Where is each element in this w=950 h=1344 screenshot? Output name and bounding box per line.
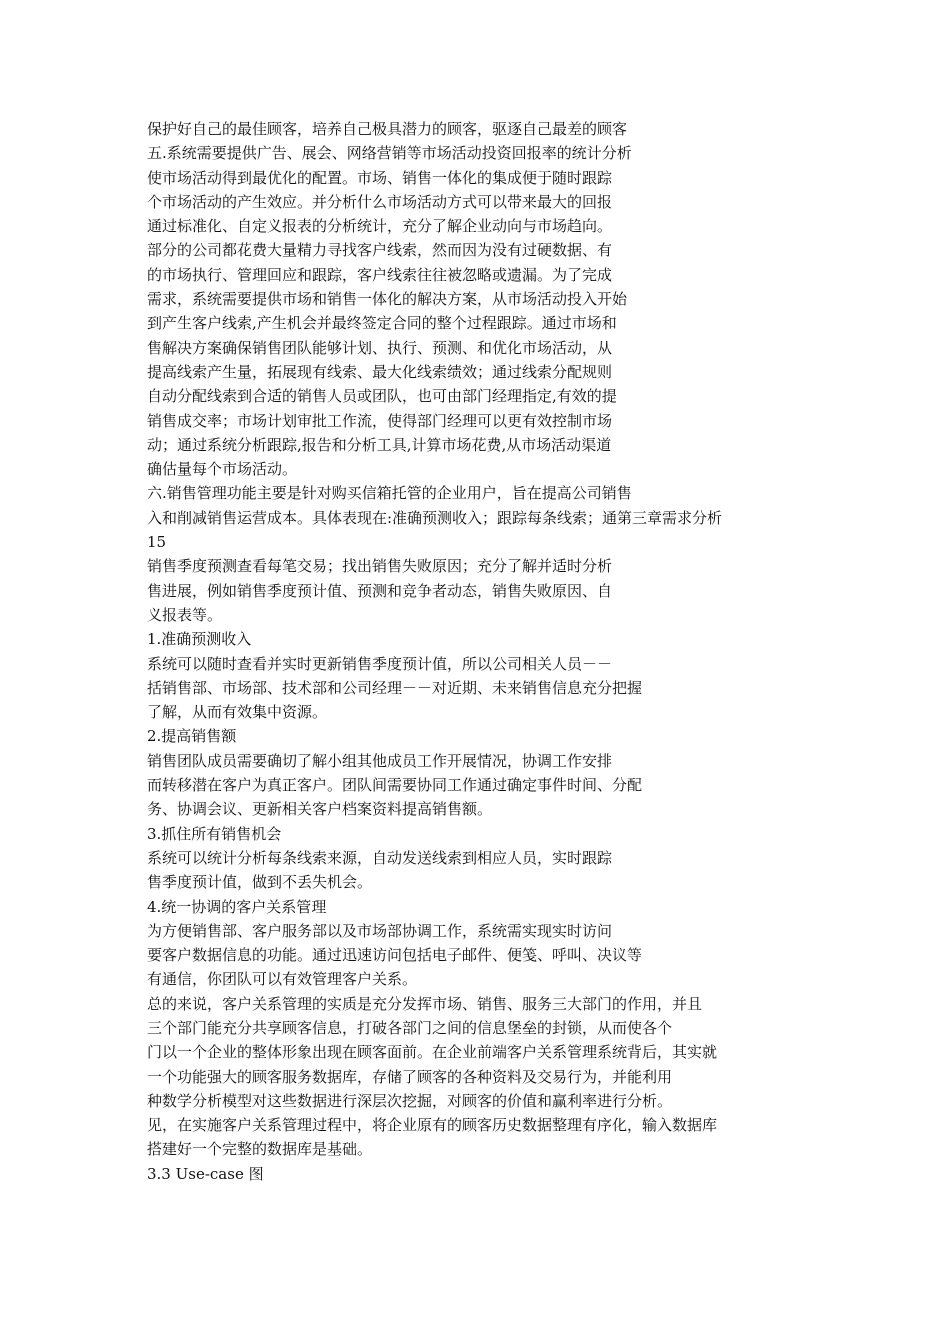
text-line: 种数学分析模型对这些数据进行深层次挖掘，对顾客的价值和赢利率进行分析。: [147, 1091, 673, 1110]
text-line: 系统可以统计分析每条线索来源，自动发送线索到相应人员，实时跟踪: [147, 848, 613, 867]
text-line: 六.销售管理功能主要是针对购买信箱托管的企业用户，旨在提高公司销售: [147, 484, 632, 503]
text-line: 为方便销售部、客户服务部以及市场部协调工作，系统需实现实时访问: [147, 921, 613, 940]
text-line: 自动分配线索到合适的销售人员或团队，也可由部门经理指定,有效的提: [147, 387, 617, 406]
text-line: 搭建好一个完整的数据库是基础。: [147, 1140, 373, 1159]
text-line: 见，在实施客户关系管理过程中，将企业原有的顾客历史数据整理有序化，输入数据库: [147, 1116, 718, 1135]
text-line: 的市场执行、管理回应和跟踪，客户线索往往被忽略或遗漏。为了完成: [147, 265, 613, 284]
text-line: 确估量每个市场活动。: [147, 460, 298, 479]
section-heading: 3.抓住所有销售机会: [147, 824, 282, 843]
text-line: 三个部门能充分共享顾客信息，打破各部门之间的信息堡垒的封锁，从而使各个: [147, 1018, 673, 1037]
text-line: 系统可以随时查看并实时更新销售季度预计值，所以公司相关人员－－: [147, 654, 613, 673]
text-line: 到产生客户线索,产生机会并最终签定合同的整个过程跟踪。通过市场和: [147, 314, 617, 333]
text-line: 部分的公司都花费大量精力寻找客户线索，然而因为没有过硬数据、有: [147, 241, 613, 260]
text-line: 有通信，你团队可以有效管理客户关系。: [147, 970, 418, 989]
section-heading: 1.准确预测收入: [147, 630, 252, 649]
text-line: 售进展，例如销售季度预计值、预测和竞争者动态，销售失败原因、自: [147, 581, 613, 600]
section-heading: 4.统一协调的客户关系管理: [147, 897, 327, 916]
text-line: 义报表等。: [147, 605, 223, 624]
text-line: 而转移潜在客户为真正客户。团队间需要协同工作通过确定事件时间、分配: [147, 776, 643, 795]
text-line: 一个功能强大的顾客服务数据库，存储了顾客的各种资料及交易行为，并能利用: [147, 1067, 673, 1086]
text-line: 通过标准化、自定义报表的分析统计，充分了解企业动向与市场趋向。: [147, 217, 613, 236]
text-line: 入和削减销售运营成本。具体表现在:准确预测收入；跟踪每条线索；通第三章需求分析: [147, 508, 723, 527]
text-line: 售解决方案确保销售团队能够计划、执行、预测、和优化市场活动，从: [147, 338, 613, 357]
text-line: 销售季度预测查看每笔交易；找出销售失败原因；充分了解并适时分析: [147, 557, 613, 576]
text-line: 使市场活动得到最优化的配置。市场、销售一体化的集成便于随时跟踪: [147, 168, 613, 187]
text-line: 售季度预计值，做到不丢失机会。: [147, 873, 373, 892]
text-line: 保护好自己的最佳顾客，培养自己极具潜力的顾客，驱逐自己最差的顾客: [147, 120, 628, 138]
text-line: 门以一个企业的整体形象出现在顾客面前。在企业前端客户关系管理系统背后，其实就: [147, 1043, 718, 1062]
text-line: 务、协调会议、更新相关客户档案资料提高销售额。: [147, 800, 493, 819]
text-line: 销售成交率；市场计划审批工作流，使得部门经理可以更有效控制市场: [147, 411, 613, 430]
text-line: 提高线索产生量，拓展现有线索、最大化线索绩效；通过线索分配规则: [147, 362, 613, 381]
page-number: 15: [147, 533, 167, 552]
document-body: [147, 117, 807, 1186]
section-heading: 2.提高销售额: [147, 727, 237, 746]
text-line: 了解，从而有效集中资源。: [147, 703, 328, 722]
text-line: 总的来说，客户关系管理的实质是充分发挥市场、销售、服务三大部门的作用，并且: [147, 994, 703, 1013]
text-line: 销售团队成员需要确切了解小组其他成员工作开展情况，协调工作安排: [147, 751, 613, 770]
text-line: 个市场活动的产生效应。并分析什么市场活动方式可以带来最大的回报: [147, 192, 613, 211]
text-line: 要客户数据信息的功能。通过迅速访问包括电子邮件、便笺、呼叫、决议等: [147, 946, 643, 965]
text-line: 五.系统需要提供广告、展会、网络营销等市场活动投资回报率的统计分析: [147, 144, 632, 163]
text-line: 括销售部、市场部、技术部和公司经理－－对近期、未来销售信息充分把握: [147, 678, 643, 697]
text-line: 动；通过系统分析跟踪,报告和分析工具,计算市场花费,从市场活动渠道: [147, 435, 612, 454]
section-heading: 3.3 Use-case 图: [147, 1164, 264, 1183]
text-line: 需求，系统需要提供市场和销售一体化的解决方案，从市场活动投入开始: [147, 290, 628, 309]
